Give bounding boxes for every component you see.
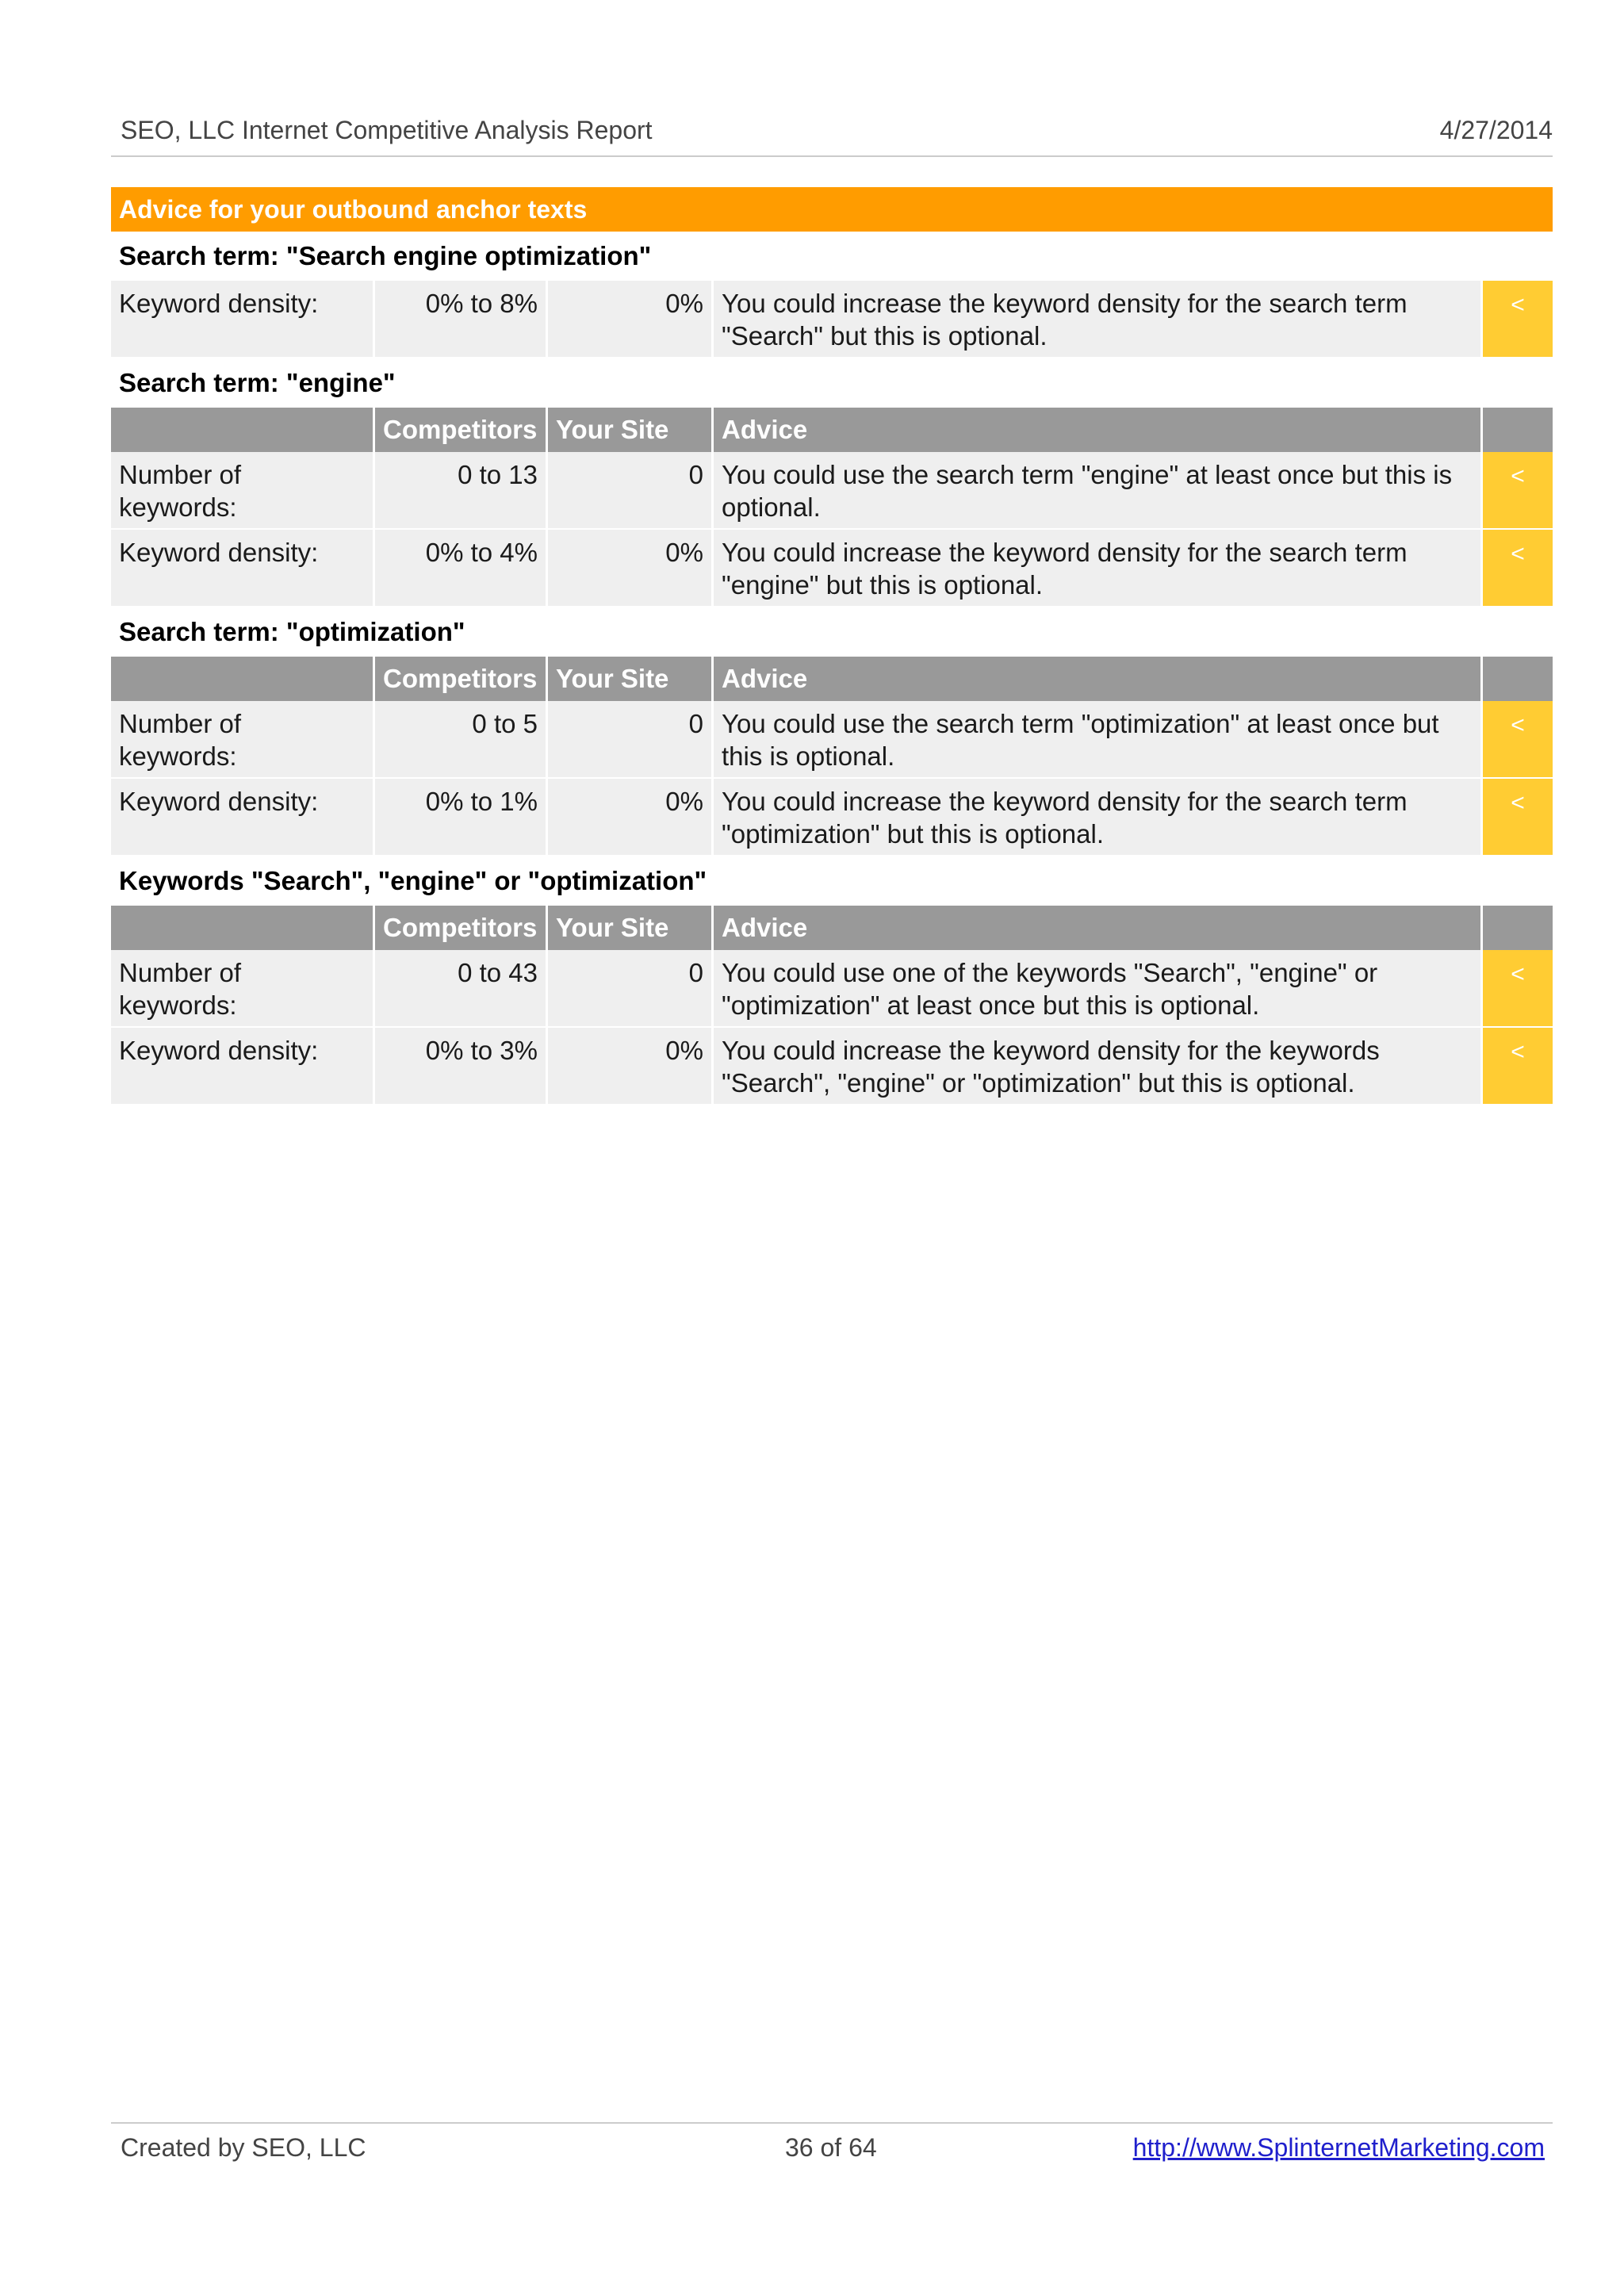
footer-divider [111, 2122, 1553, 2124]
search-term-group [111, 358, 1553, 607]
your-site-value: 0% [548, 281, 714, 357]
competitors-value: 0% to 4% [375, 530, 548, 606]
competitors-value: 0 to 5 [375, 701, 548, 777]
advice-text: You could increase the keyword density for the search term "Search" but this is optional. [714, 281, 1483, 357]
header-blank [111, 657, 375, 701]
header-advice: Advice [714, 906, 1483, 950]
table-header-row [111, 657, 1553, 701]
your-site-value: 0 [548, 452, 714, 528]
search-term-group [111, 856, 1553, 1105]
metric-label: Keyword density: [111, 530, 375, 606]
table-row [111, 452, 1553, 530]
header-competitors: Competitors [375, 408, 548, 452]
header-blank [111, 906, 375, 950]
header-flag [1483, 906, 1553, 950]
website-link[interactable]: http://www.SplinternetMarketing.com [1132, 2133, 1545, 2162]
competitors-value: 0% to 8% [375, 281, 548, 357]
competitors-value: 0% to 1% [375, 779, 548, 855]
group-heading: Search term: "engine" [119, 368, 396, 397]
advice-text: You could increase the keyword density for the keywords "Search", "engine" or "optimization" but this is optional. [714, 1028, 1483, 1104]
metric-label: Keyword density: [111, 1028, 375, 1104]
header-flag [1483, 657, 1553, 701]
your-site-value: 0% [548, 1028, 714, 1104]
your-site-value: 0 [548, 701, 714, 777]
table-header-row [111, 408, 1553, 452]
header-your-site: Your Site [548, 657, 714, 701]
priority-flag-icon: < [1483, 1028, 1553, 1104]
header-divider [111, 155, 1553, 157]
page-header [121, 116, 1553, 145]
group-heading: Keywords "Search", "engine" or "optimization" [119, 866, 707, 895]
section-title: Advice for your outbound anchor texts [111, 187, 1553, 232]
header-competitors: Competitors [375, 657, 548, 701]
header-your-site: Your Site [548, 408, 714, 452]
metric-label: Number of keywords: [111, 452, 375, 528]
metric-label: Keyword density: [111, 779, 375, 855]
metric-label: Number of keywords: [111, 950, 375, 1026]
header-advice: Advice [714, 657, 1483, 701]
advice-text: You could use the search term "optimization" at least once but this is optional. [714, 701, 1483, 777]
priority-flag-icon: < [1483, 779, 1553, 855]
competitors-value: 0 to 13 [375, 452, 548, 528]
competitors-value: 0 to 43 [375, 950, 548, 1026]
priority-flag-icon: < [1483, 452, 1553, 528]
your-site-value: 0% [548, 530, 714, 606]
report-content [111, 187, 1553, 1105]
page-number: 36 of 64 [785, 2133, 877, 2162]
header-your-site: Your Site [548, 906, 714, 950]
advice-text: You could use one of the keywords "Search", "engine" or "optimization" at least once but this is optional. [714, 950, 1483, 1026]
report-title: SEO, LLC Internet Competitive Analysis Report [121, 116, 653, 144]
advice-text: You could increase the keyword density for the search term "engine" but this is optional. [714, 530, 1483, 606]
priority-flag-icon: < [1483, 530, 1553, 606]
report-date: 4/27/2014 [1439, 116, 1553, 144]
table-row [111, 530, 1553, 607]
footer-credit: Created by SEO, LLC [121, 2133, 366, 2162]
table-header-row [111, 906, 1553, 950]
your-site-value: 0% [548, 779, 714, 855]
metric-label: Number of keywords: [111, 701, 375, 777]
metric-label: Keyword density: [111, 281, 375, 357]
priority-flag-icon: < [1483, 281, 1553, 357]
table-row [111, 701, 1553, 779]
header-advice: Advice [714, 408, 1483, 452]
header-competitors: Competitors [375, 906, 548, 950]
priority-flag-icon: < [1483, 701, 1553, 777]
table-row [111, 779, 1553, 856]
advice-text: You could increase the keyword density for the search term "optimization" but this is optional. [714, 779, 1483, 855]
competitors-value: 0% to 3% [375, 1028, 548, 1104]
header-blank [111, 408, 375, 452]
your-site-value: 0 [548, 950, 714, 1026]
table-row [111, 281, 1553, 358]
header-flag [1483, 408, 1553, 452]
search-term-group [111, 232, 1553, 358]
table-row [111, 950, 1553, 1028]
group-heading: Search term: "Search engine optimization" [119, 241, 652, 270]
table-row [111, 1028, 1553, 1105]
advice-text: You could use the search term "engine" at least once but this is optional. [714, 452, 1483, 528]
group-heading: Search term: "optimization" [119, 617, 465, 646]
priority-flag-icon: < [1483, 950, 1553, 1026]
search-term-group [111, 607, 1553, 856]
